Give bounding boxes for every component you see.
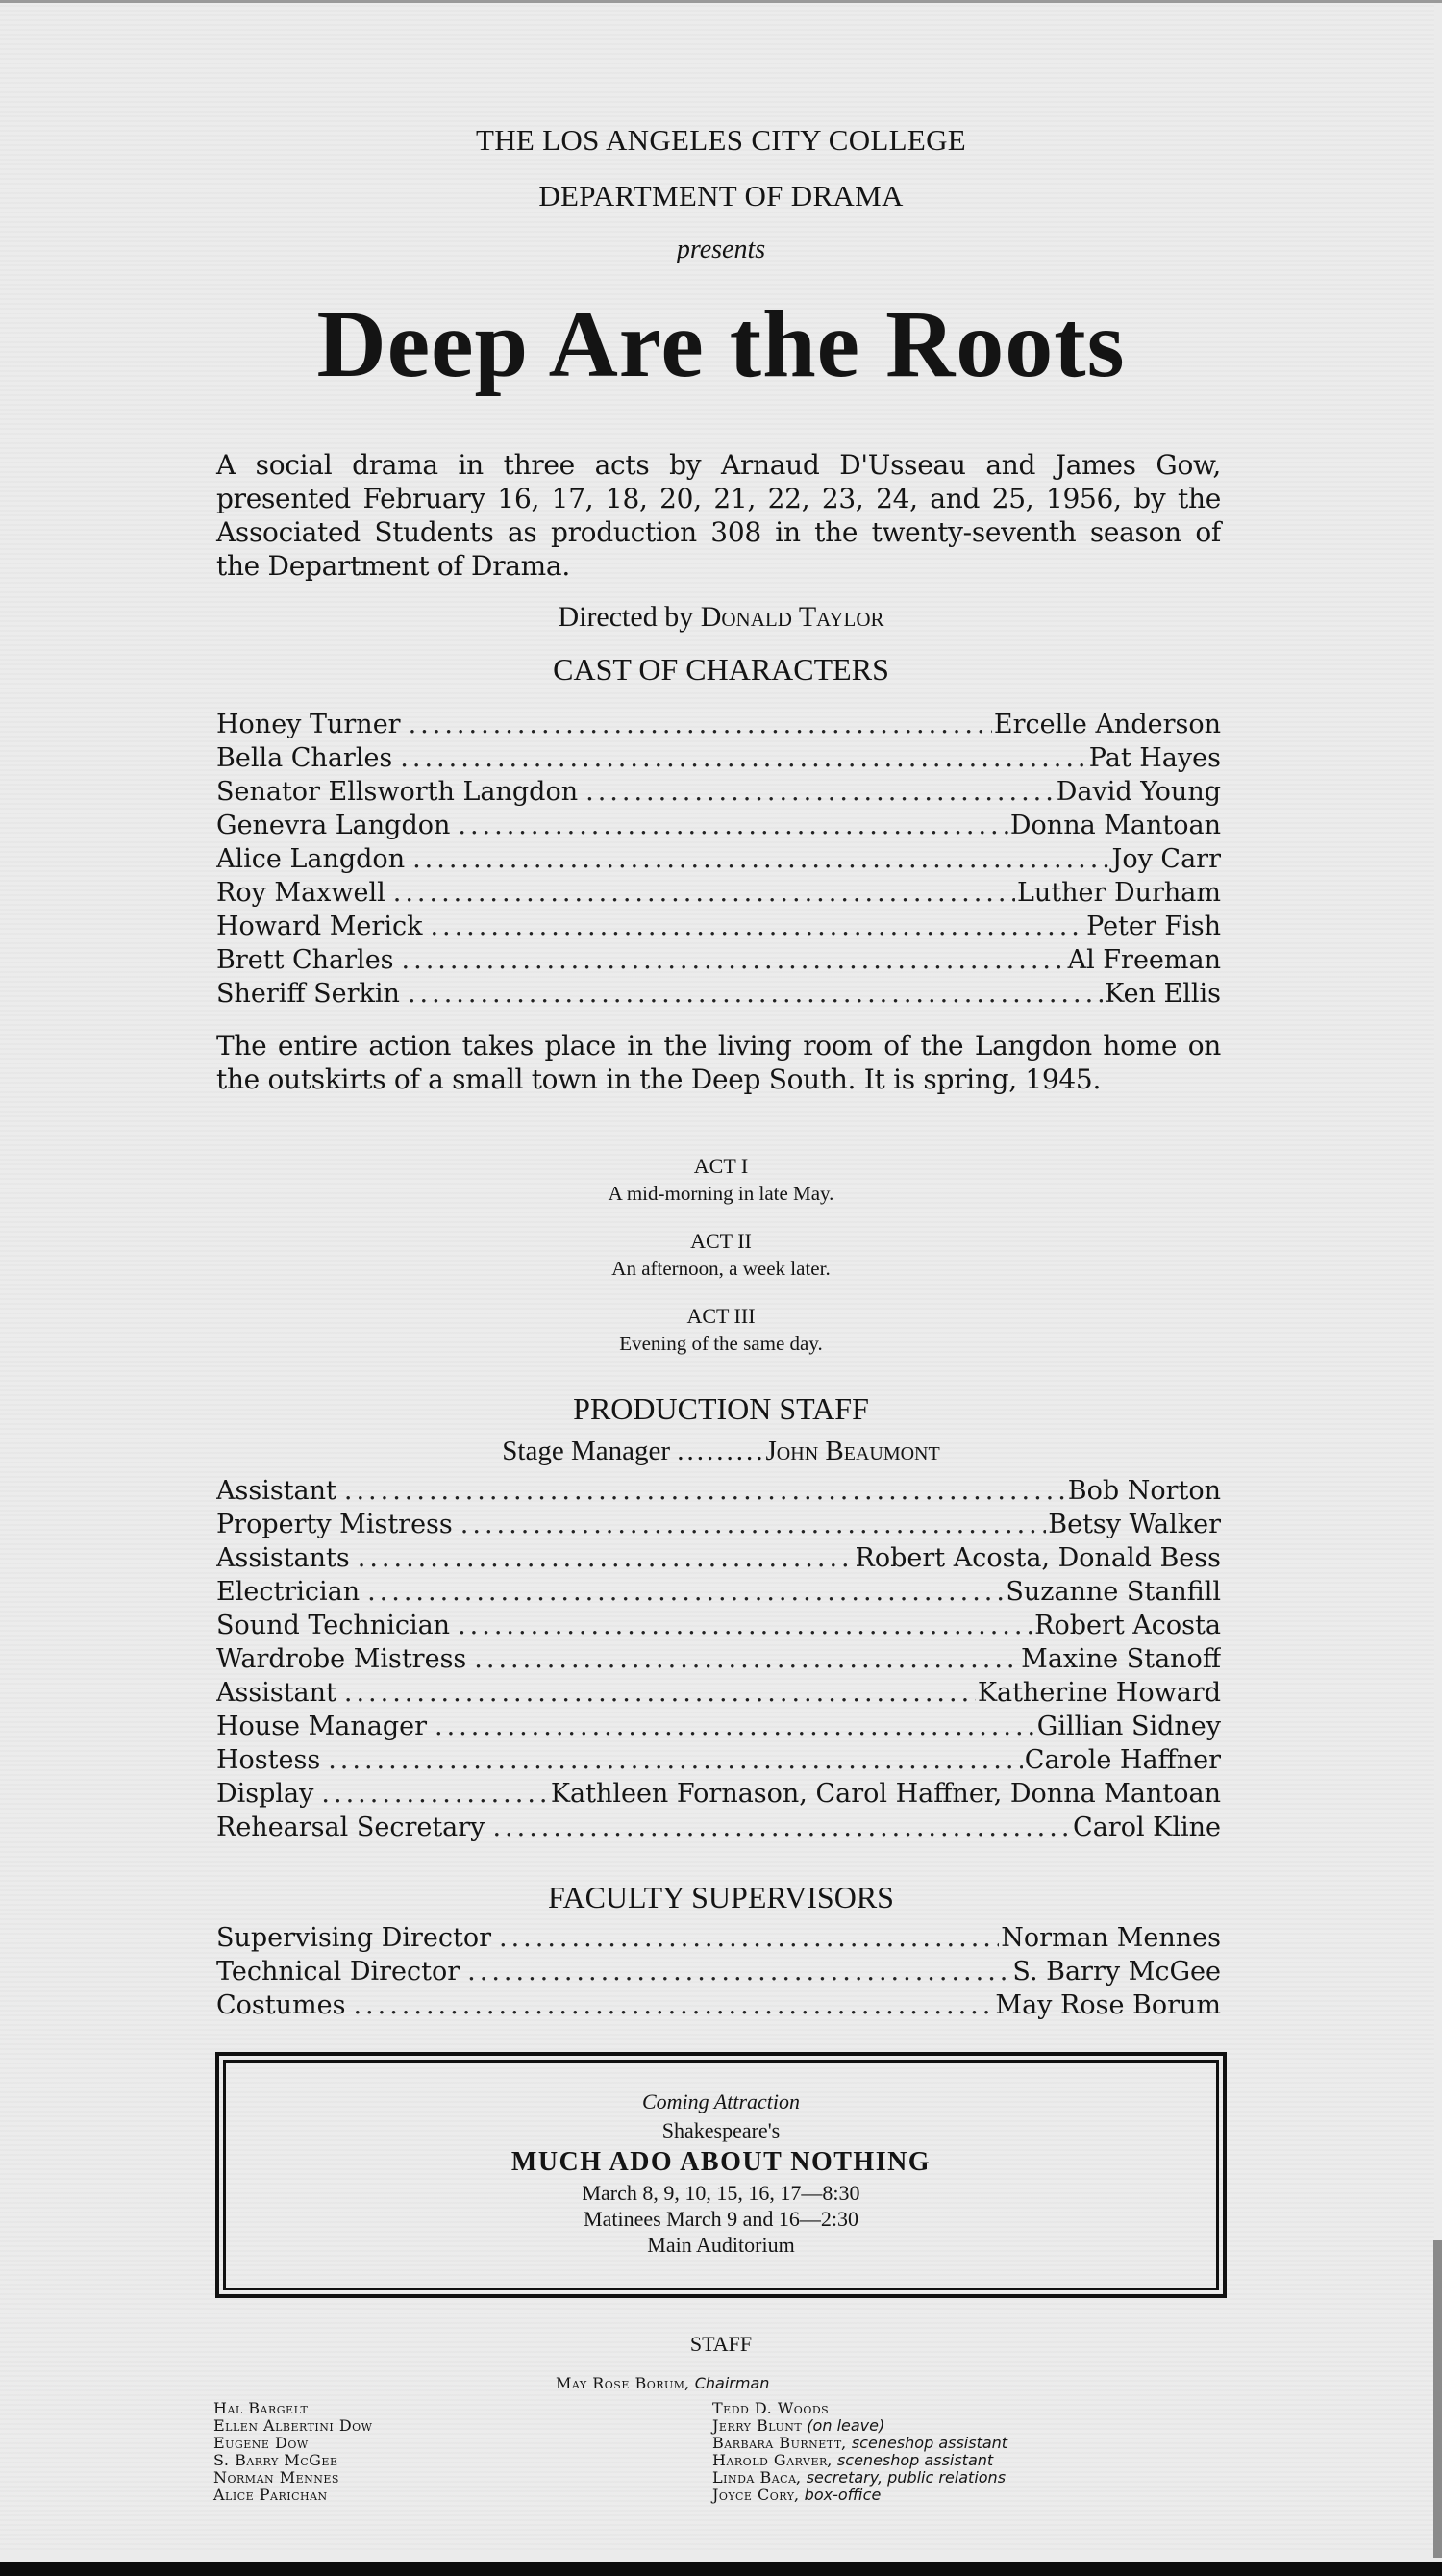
character-name: Genevra Langdon: [216, 811, 451, 840]
actor-name: Peter Fish: [1086, 912, 1221, 941]
actor-name: Donna Mantoan: [1009, 811, 1221, 840]
director-name: Donald Taylor: [700, 601, 884, 633]
cast-row: [216, 876, 1221, 910]
matinee-dates: Matinees March 9 and 16—2:30: [584, 2207, 858, 2231]
staff-member: Ellen Albertini Dow: [213, 2416, 373, 2435]
character-name: Sheriff Serkin: [216, 979, 400, 1009]
dot-leader: .........: [677, 1436, 766, 1466]
dot-leader: [499, 1921, 999, 1955]
dot-leader: [467, 1955, 1010, 1988]
act-description: An afternoon, a week later.: [611, 1257, 831, 1280]
faculty-role: Technical Director: [216, 1957, 460, 1987]
cast-list: [216, 708, 1221, 1011]
actor-name: Luther Durham: [1016, 878, 1221, 908]
staff-name: Carol Kline: [1073, 1813, 1221, 1842]
chairman-role: , Chairman: [684, 2374, 770, 2392]
staff-row: [216, 1541, 1221, 1575]
staff-row: [216, 1811, 1221, 1844]
dot-leader: [328, 1743, 1023, 1777]
faculty-name: May Rose Borum: [995, 1990, 1221, 2020]
staff-row: [216, 1508, 1221, 1541]
dot-leader: [393, 876, 1015, 910]
coming-attraction-inner-border: [223, 2060, 1219, 2290]
dot-leader: [435, 1710, 1035, 1743]
faculty-role: Supervising Director: [216, 1923, 491, 1953]
actor-name: Joy Carr: [1111, 844, 1221, 874]
staff-member: [712, 2452, 1007, 2469]
stage-manager-credit: [0, 1436, 1442, 1467]
staff-member: Hal Bargelt: [213, 2399, 309, 2417]
actor-name: Ken Ellis: [1105, 979, 1221, 1009]
staff-role: Property Mistress: [216, 1510, 453, 1539]
staff-name: Bob Norton: [1067, 1476, 1221, 1506]
staff-member: Alice Parichan: [213, 2486, 328, 2504]
staff-member: S. Barry McGee: [213, 2451, 338, 2469]
dot-leader: [400, 741, 1086, 775]
staff-row: [216, 1609, 1221, 1642]
staff-name: Kathleen Fornason, Carol Haffner, Donna Mantoan: [550, 1779, 1221, 1809]
staff-name: Robert Acosta, Donald Bess: [855, 1543, 1221, 1573]
staff-member: [712, 2469, 1007, 2487]
cast-title: CAST OF CHARACTERS: [553, 652, 889, 687]
faculty-list: [216, 1921, 1221, 2022]
staff-title: STAFF: [689, 2332, 753, 2356]
staff-row: [216, 1474, 1221, 1508]
production-staff-list: [216, 1474, 1221, 1844]
dot-leader: [585, 775, 1055, 809]
act-label: ACT III: [686, 1304, 756, 1328]
coming-attraction-box: [215, 2052, 1227, 2298]
staff-member: [712, 2435, 1007, 2452]
character-name: Roy Maxwell: [216, 878, 385, 908]
staff-role: Sound Technician: [216, 1611, 451, 1640]
production-staff-title: PRODUCTION STAFF: [573, 1391, 869, 1426]
dot-leader: [358, 1541, 854, 1575]
staff-member: [712, 2417, 1007, 2435]
staff-name: Suzanne Stanfill: [1006, 1577, 1221, 1607]
actor-name: David Young: [1056, 777, 1221, 807]
intro-paragraph: A social drama in three acts by Arnaud D'Usseau and James Gow, presented February 16, 17, 18, 20, 21, 22, 23, 24, and 25, 1956, by the Associated Students as production 308 in the twenty-seventh season of the Department of Drama.: [216, 449, 1221, 582]
dot-leader: [402, 943, 1066, 977]
faculty-row: [216, 1988, 1221, 2022]
dot-leader: [344, 1676, 976, 1710]
staff-role: House Manager: [216, 1712, 428, 1741]
dot-leader: [353, 1988, 993, 2022]
dot-leader: [430, 910, 1084, 943]
dot-leader: [460, 1508, 1046, 1541]
setting-paragraph: The entire action takes place in the living room of the Langdon home on the outskirts of a small town in the Deep South. It is spring, 1945.: [216, 1030, 1221, 1095]
dot-leader: [367, 1575, 1004, 1609]
venue: Main Auditorium: [647, 2233, 795, 2257]
cast-row: [216, 741, 1221, 775]
staff-role: Display: [216, 1779, 314, 1809]
staff-row: [216, 1676, 1221, 1710]
faculty-title: FACULTY SUPERVISORS: [548, 1880, 894, 1914]
scan-top-edge: [0, 0, 1442, 3]
staff-role: Assistant: [216, 1476, 336, 1506]
dot-leader: [474, 1642, 1019, 1676]
scan-right-edge: [1433, 2240, 1442, 2558]
director-credit: [0, 601, 1442, 634]
dot-leader: [458, 1609, 1032, 1642]
presents-label: presents: [676, 235, 766, 264]
staff-member-name: Linda Baca: [712, 2468, 797, 2487]
evening-dates: March 8, 9, 10, 15, 16, 17—8:30: [582, 2181, 860, 2205]
character-name: Bella Charles: [216, 743, 393, 773]
dot-leader: [409, 708, 992, 741]
chairman-name: May Rose Borum: [556, 2374, 685, 2392]
staff-row: [216, 1642, 1221, 1676]
staff-member-note: , sceneshop assistant: [841, 2434, 1008, 2452]
actor-name: Ercelle Anderson: [993, 710, 1221, 739]
faculty-name: S. Barry McGee: [1012, 1957, 1221, 1987]
scan-bottom-edge: [0, 2562, 1442, 2576]
staff-member-note: , box-office: [794, 2486, 882, 2504]
actor-name: Al Freeman: [1067, 945, 1221, 975]
staff-member: Eugene Dow: [213, 2434, 309, 2452]
staff-role: Electrician: [216, 1577, 360, 1607]
staff-name: Gillian Sidney: [1036, 1712, 1221, 1741]
act-description: Evening of the same day.: [619, 1332, 823, 1355]
staff-member-name: Barbara Burnett: [712, 2434, 842, 2452]
staff-name: Robert Acosta: [1034, 1611, 1221, 1640]
staff-member: [712, 2400, 1007, 2417]
act-label: ACT II: [690, 1229, 752, 1253]
cast-row: [216, 809, 1221, 842]
staff-row: [216, 1710, 1221, 1743]
cast-row: [216, 943, 1221, 977]
upcoming-play-title: MUCH ADO ABOUT NOTHING: [510, 2147, 932, 2177]
staff-left-column: [213, 2400, 372, 2504]
staff-role: Wardrobe Mistress: [216, 1644, 467, 1674]
cast-row: [216, 842, 1221, 876]
director-prefix: Directed by: [558, 601, 694, 633]
dot-leader: [492, 1811, 1071, 1844]
staff-member-name: Harold Garver: [712, 2451, 828, 2469]
cast-row: [216, 910, 1221, 943]
staff-member-note: , sceneshop assistant: [827, 2451, 994, 2469]
dot-leader: [321, 1777, 548, 1811]
staff-role: Assistants: [216, 1543, 350, 1573]
character-name: Alice Langdon: [216, 844, 406, 874]
staff-member-name: Joyce Cory: [712, 2486, 795, 2504]
staff-member-name: Jerry Blunt: [712, 2416, 803, 2435]
coming-attraction-label: Coming Attraction: [642, 2089, 800, 2113]
character-name: Senator Ellsworth Langdon: [216, 777, 579, 807]
staff-row: [216, 1743, 1221, 1777]
institution-heading: THE LOS ANGELES CITY COLLEGE: [475, 123, 967, 157]
actor-name: Pat Hayes: [1088, 743, 1221, 773]
staff-row: [216, 1575, 1221, 1609]
staff-name: Betsy Walker: [1048, 1510, 1221, 1539]
dot-leader: [458, 809, 1008, 842]
faculty-role: Costumes: [216, 1990, 346, 2020]
staff-name: Katherine Howard: [977, 1678, 1221, 1708]
staff-member-note: (on leave): [802, 2416, 885, 2435]
staff-chairman: [556, 2375, 769, 2392]
act-description: A mid-morning in late May.: [608, 1182, 834, 1205]
cast-row: [216, 708, 1221, 741]
staff-member: [712, 2487, 1007, 2504]
staff-member-note: , secretary, public relations: [796, 2468, 1007, 2487]
stage-manager-name: John Beaumont: [765, 1436, 940, 1466]
staff-right-column: [712, 2400, 1007, 2504]
faculty-row: [216, 1921, 1221, 1955]
play-title: Deep Are the Roots: [316, 290, 1126, 397]
staff-member-name: Tedd D. Woods: [712, 2399, 830, 2417]
staff-member: Norman Mennes: [213, 2468, 339, 2487]
staff-row: [216, 1777, 1221, 1811]
cast-row: [216, 775, 1221, 809]
staff-name: Maxine Stanoff: [1021, 1644, 1221, 1674]
faculty-name: Norman Mennes: [1001, 1923, 1221, 1953]
act-label: ACT I: [693, 1154, 749, 1178]
dot-leader: [412, 842, 1109, 876]
faculty-row: [216, 1955, 1221, 1988]
character-name: Brett Charles: [216, 945, 394, 975]
staff-name: Carole Haffner: [1024, 1745, 1221, 1775]
dot-leader: [408, 977, 1103, 1011]
stage-manager-label: Stage Manager: [502, 1436, 671, 1466]
dot-leader: [344, 1474, 1066, 1508]
staff-role: Hostess: [216, 1745, 321, 1775]
staff-role: Rehearsal Secretary: [216, 1813, 485, 1842]
cast-row: [216, 977, 1221, 1011]
author-label: Shakespeare's: [661, 2118, 781, 2142]
staff-role: Assistant: [216, 1678, 336, 1708]
character-name: Howard Merick: [216, 912, 423, 941]
character-name: Honey Turner: [216, 710, 401, 739]
department-heading: DEPARTMENT OF DRAMA: [538, 179, 904, 213]
